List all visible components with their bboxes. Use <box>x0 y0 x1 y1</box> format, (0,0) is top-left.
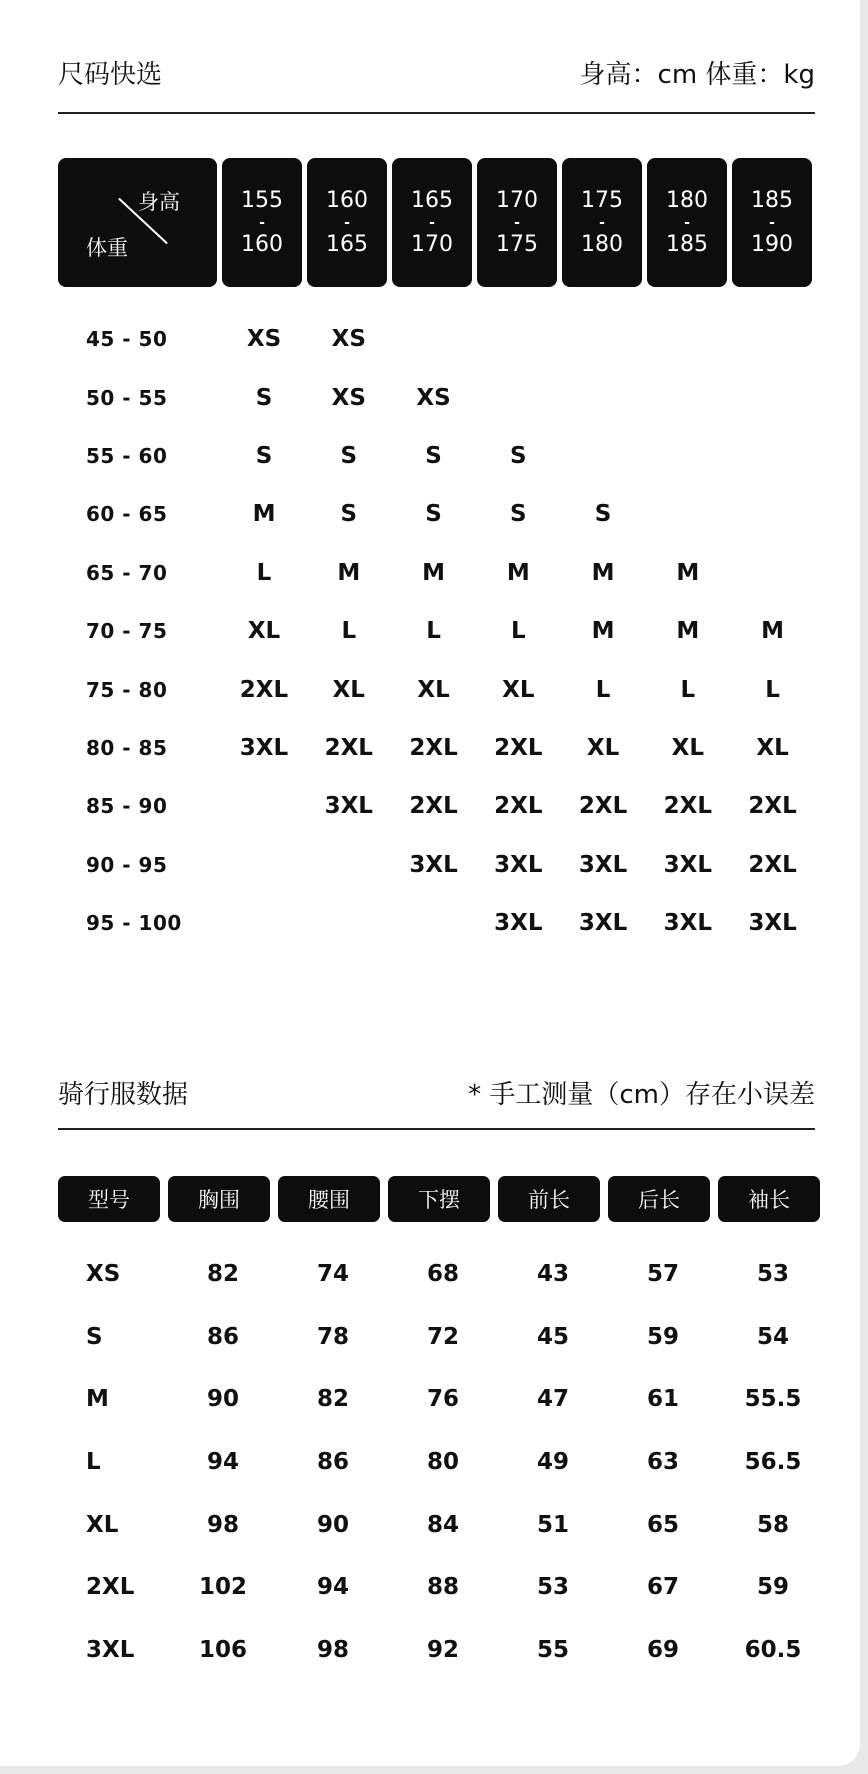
height-from: 155 <box>241 187 283 213</box>
range-dash: - <box>599 214 605 231</box>
size-cell: 3XL <box>578 910 628 937</box>
size-cell: 3XL <box>663 851 713 878</box>
height-from: 175 <box>581 187 623 213</box>
size-cell: 2XL <box>663 793 713 820</box>
size-cell: XL <box>671 734 705 761</box>
size-cell: 2XL <box>578 793 628 820</box>
measurement-column-header: 后长 <box>608 1176 710 1222</box>
size-cell: 2XL <box>409 793 458 820</box>
size-cell: XS <box>246 326 282 353</box>
measurement-table <box>58 1243 828 1681</box>
size-cell: L <box>341 618 357 645</box>
size-cell: L <box>426 618 441 645</box>
measurement-value: 82 <box>316 1386 349 1413</box>
measurement-value: 61 <box>646 1386 679 1413</box>
size-cell: XL <box>247 618 281 645</box>
weight-range: 75 - 80 <box>86 677 168 702</box>
measurement-row <box>58 1431 828 1494</box>
height-range-header <box>307 158 387 287</box>
size-cell: XL <box>586 734 620 761</box>
measurement-value: 63 <box>646 1449 679 1476</box>
measurement-header <box>58 1074 815 1111</box>
measurement-value: 59 <box>646 1323 679 1350</box>
measurement-value: 43 <box>536 1261 569 1288</box>
range-dash: - <box>684 214 690 231</box>
measurement-column-header: 胸围 <box>168 1176 270 1222</box>
size-cell: S <box>255 384 273 411</box>
weight-range: 90 - 95 <box>86 852 168 877</box>
measurement-value: 90 <box>316 1511 349 1538</box>
size-label: 3XL <box>86 1636 135 1663</box>
height-range-header <box>732 158 812 287</box>
measurement-value: 68 <box>426 1261 459 1288</box>
measurement-value: 86 <box>206 1323 239 1350</box>
height-header-row <box>58 158 812 287</box>
measurement-row <box>58 1619 828 1682</box>
measurement-column-header: 腰围 <box>278 1176 380 1222</box>
weight-range: 50 - 55 <box>86 385 168 410</box>
measurement-value: 94 <box>206 1449 239 1476</box>
quick-size-header <box>58 54 815 91</box>
weight-range: 95 - 100 <box>86 911 182 936</box>
measurement-value: 53 <box>536 1574 569 1601</box>
size-cell: S <box>425 442 442 469</box>
size-label: XL <box>86 1511 119 1538</box>
measurement-column-header: 前长 <box>498 1176 600 1222</box>
measurement-row <box>58 1243 828 1306</box>
height-range-header <box>562 158 642 287</box>
divider <box>58 112 815 114</box>
size-label: 2XL <box>86 1574 135 1601</box>
measurement-value: 102 <box>198 1574 247 1601</box>
size-cell: L <box>595 676 611 703</box>
measurement-note: * 手工测量（cm）存在小误差 <box>468 1080 815 1110</box>
measurement-value: 72 <box>426 1323 459 1350</box>
height-from: 180 <box>666 187 708 213</box>
measurement-value: 60.5 <box>744 1636 802 1663</box>
size-label: XS <box>86 1261 121 1288</box>
size-cell: S <box>340 501 358 528</box>
size-label: M <box>86 1386 109 1413</box>
weight-range: 70 - 75 <box>86 619 168 644</box>
size-cell: 3XL <box>409 851 458 878</box>
weight-range: 80 - 85 <box>86 735 168 760</box>
divider <box>58 1128 815 1130</box>
height-range-header <box>392 158 472 287</box>
height-from: 160 <box>326 187 368 213</box>
size-cell: S <box>425 501 442 528</box>
size-cell: M <box>591 559 615 586</box>
height-range-header <box>477 158 557 287</box>
quick-size-title: 尺码快选 <box>58 60 163 90</box>
measurement-value: 51 <box>536 1511 569 1538</box>
measurement-value: 49 <box>536 1449 569 1476</box>
measurement-value: 94 <box>316 1574 349 1601</box>
measurement-value: 90 <box>206 1386 239 1413</box>
height-to: 190 <box>751 231 793 257</box>
range-dash: - <box>514 214 520 231</box>
measurement-title: 骑行服数据 <box>58 1080 189 1110</box>
size-cell: 2XL <box>324 734 373 761</box>
size-cell: L <box>680 676 696 703</box>
height-from: 170 <box>496 187 538 213</box>
measurement-value: 69 <box>646 1636 679 1663</box>
size-cell: S <box>594 501 612 528</box>
measurement-column-header: 袖长 <box>718 1176 820 1222</box>
size-cell: 2XL <box>748 793 797 820</box>
size-cell: XL <box>417 676 450 703</box>
height-from: 185 <box>751 187 793 213</box>
weight-range: 65 - 70 <box>86 560 168 585</box>
height-range-header <box>222 158 302 287</box>
size-cell: L <box>256 559 272 586</box>
size-cell: 2XL <box>494 793 543 820</box>
corner-weight-label: 体重 <box>86 236 128 260</box>
height-to: 160 <box>241 231 283 257</box>
size-row <box>58 894 815 952</box>
height-to: 175 <box>496 231 538 257</box>
range-dash: - <box>344 214 350 231</box>
measurement-value: 55 <box>536 1636 569 1663</box>
size-cell: 3XL <box>663 910 713 937</box>
measurement-value: 78 <box>316 1323 349 1350</box>
size-label: S <box>86 1323 103 1350</box>
size-cell: 2XL <box>748 851 797 878</box>
height-to: 165 <box>326 231 368 257</box>
measurement-value: 56.5 <box>744 1449 802 1476</box>
measurement-value: 92 <box>426 1636 459 1663</box>
range-dash: - <box>769 214 775 231</box>
weight-range: 45 - 50 <box>86 327 168 352</box>
size-cell: M <box>676 618 700 645</box>
size-cell: 3XL <box>748 910 797 937</box>
size-cell: S <box>255 442 273 469</box>
measurement-header-row <box>58 1176 820 1222</box>
measurement-value: 106 <box>198 1636 247 1663</box>
size-cell: S <box>510 501 527 528</box>
measurement-value: 47 <box>536 1386 569 1413</box>
height-to: 185 <box>666 231 708 257</box>
corner-header <box>58 158 217 287</box>
size-cell: 2XL <box>239 676 289 703</box>
corner-height-label: 身高 <box>138 190 180 214</box>
size-row <box>58 427 815 485</box>
size-row <box>58 836 815 894</box>
measurement-row <box>58 1368 828 1431</box>
measurement-value: 65 <box>646 1511 679 1538</box>
measurement-value: 54 <box>756 1323 789 1350</box>
size-cell: M <box>676 559 700 586</box>
size-row <box>58 368 815 426</box>
size-row <box>58 719 815 777</box>
measurement-value: 59 <box>756 1574 789 1601</box>
size-cell: XL <box>332 676 365 703</box>
size-cell: S <box>510 442 527 469</box>
measurement-row <box>58 1306 828 1369</box>
size-cell: 3XL <box>324 793 373 820</box>
size-cell: 2XL <box>409 734 458 761</box>
measurement-value: 67 <box>646 1574 679 1601</box>
measurement-column-header: 下摆 <box>388 1176 490 1222</box>
size-cell: M <box>337 559 361 586</box>
measurement-value: 45 <box>536 1323 569 1350</box>
measurement-value: 58 <box>756 1511 789 1538</box>
size-cell: L <box>510 618 526 645</box>
measurement-value: 98 <box>206 1511 239 1538</box>
size-cell: 2XL <box>494 734 543 761</box>
size-cell: XS <box>331 384 366 411</box>
measurement-row <box>58 1556 828 1619</box>
measurement-row <box>58 1493 828 1556</box>
size-cell: XL <box>502 676 535 703</box>
size-row <box>58 660 815 718</box>
measurement-value: 57 <box>646 1261 679 1288</box>
measurement-value: 80 <box>426 1449 459 1476</box>
measurement-value: 53 <box>756 1261 789 1288</box>
size-cell: M <box>422 559 445 586</box>
weight-range: 60 - 65 <box>86 502 168 527</box>
measurement-column-header: 型号 <box>58 1176 160 1222</box>
size-cell: S <box>340 442 358 469</box>
size-cell: XS <box>416 384 451 411</box>
size-cell: L <box>765 676 780 703</box>
measurement-value: 86 <box>316 1449 349 1476</box>
size-row <box>58 544 815 602</box>
size-cell: M <box>761 618 785 645</box>
measurement-value: 98 <box>316 1636 349 1663</box>
measurement-value: 74 <box>316 1261 349 1288</box>
height-to: 170 <box>411 231 453 257</box>
units-note: 身高：cm 体重：kg <box>579 60 815 90</box>
range-dash: - <box>259 214 265 231</box>
size-cell: M <box>591 618 615 645</box>
height-range-header <box>647 158 727 287</box>
size-row <box>58 310 815 368</box>
size-cell: M <box>506 559 530 586</box>
size-cell: M <box>252 501 276 528</box>
size-label: L <box>86 1449 101 1476</box>
size-cell: 3XL <box>494 851 543 878</box>
measurement-value: 76 <box>426 1386 459 1413</box>
size-cell: 3XL <box>578 851 628 878</box>
size-row <box>58 777 815 835</box>
measurement-value: 88 <box>426 1574 459 1601</box>
size-grid <box>58 310 815 952</box>
size-cell: XL <box>756 734 789 761</box>
size-cell: 3XL <box>494 910 543 937</box>
range-dash: - <box>429 214 435 231</box>
measurement-value: 84 <box>426 1511 459 1538</box>
measurement-value: 55.5 <box>744 1386 802 1413</box>
size-row <box>58 485 815 543</box>
size-cell: XS <box>331 326 366 353</box>
height-to: 180 <box>581 231 623 257</box>
weight-range: 85 - 90 <box>86 794 168 819</box>
weight-range: 55 - 60 <box>86 443 168 468</box>
measurement-value: 82 <box>206 1261 239 1288</box>
height-from: 165 <box>411 187 453 213</box>
size-row <box>58 602 815 660</box>
size-cell: 3XL <box>239 734 289 761</box>
